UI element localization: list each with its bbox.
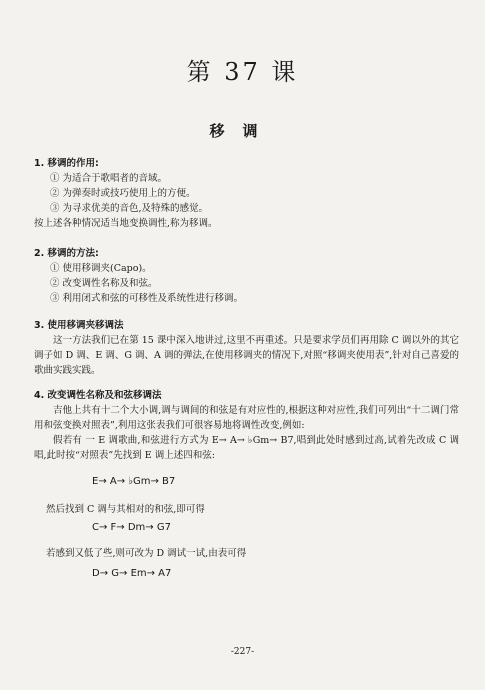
section-2-item-3: ③ 利用闭式和弦的可移性及系统性进行移调。	[50, 293, 244, 304]
section-1	[34, 156, 459, 231]
section-4-heading: 4. 改变调性名称及和弦移调法	[34, 390, 162, 401]
section-1-item-1: ① 为适合于歌唱者的音域。	[50, 173, 168, 184]
section-4	[34, 388, 459, 463]
section-2-heading: 2. 移调的方法:	[34, 248, 99, 259]
chord-progression-c: C→ F→ Dm→ G7	[92, 522, 171, 533]
section-2	[34, 246, 459, 306]
section-3-paragraph: 这一方法我们已在第 15 课中深入地讲过,这里不再重述。只是要求学员们再用除 C 调以外的其它调子如 D 调、E 调、G 调、A 调的弹法,在使用移调夹的情况下,对照“移调夹使用表”,针对自己喜爱的歌曲实践实践。	[34, 335, 459, 376]
section-4-text-2: 然后找到 C 调与其相对的和弦,即可得	[46, 504, 205, 515]
section-1-conclusion: 按上述各种情况适当地变换调性,称为移调。	[34, 218, 218, 229]
section-4-text-3: 若感到又低了些,则可改为 D 调试一试,由表可得	[46, 548, 247, 559]
section-4-paragraph-2: 假若有 一 E 调歌曲,和弦进行方式为 E→ A→ ♭Gm→ B7,唱到此处时感到过高,试着先改成 C 调唱,此时按“对照表”先找到 E 调上述四和弦:	[34, 435, 459, 461]
chord-progression-e: E→ A→ ♭Gm→ B7	[92, 476, 176, 487]
lesson-title: 第 37 课	[186, 58, 299, 86]
section-3-heading: 3. 使用移调夹移调法	[34, 320, 124, 331]
chord-progression-d: D→ G→ Em→ A7	[92, 568, 172, 579]
section-1-heading: 1. 移调的作用:	[34, 158, 99, 169]
section-1-item-2: ② 为弹奏时或技巧使用上的方便。	[50, 188, 196, 199]
section-2-item-2: ② 改变调性名称及和弦。	[50, 278, 158, 289]
topic-title: 移调	[209, 122, 276, 140]
page-number: -227-	[230, 647, 255, 657]
section-3	[34, 318, 459, 378]
section-4-paragraph-1: 吉他上共有十二个大小调,调与调间的和弦是有对应性的,根据这种对应性,我们可列出“十二调门常用和弦变换对照表”,利用这张表我们可很容易地将调性改变,例如:	[34, 405, 459, 431]
section-2-item-1: ① 使用移调夹(Capo)。	[50, 263, 152, 274]
section-1-item-3: ③ 为寻求优美的音色,及特殊的感觉。	[50, 203, 209, 214]
